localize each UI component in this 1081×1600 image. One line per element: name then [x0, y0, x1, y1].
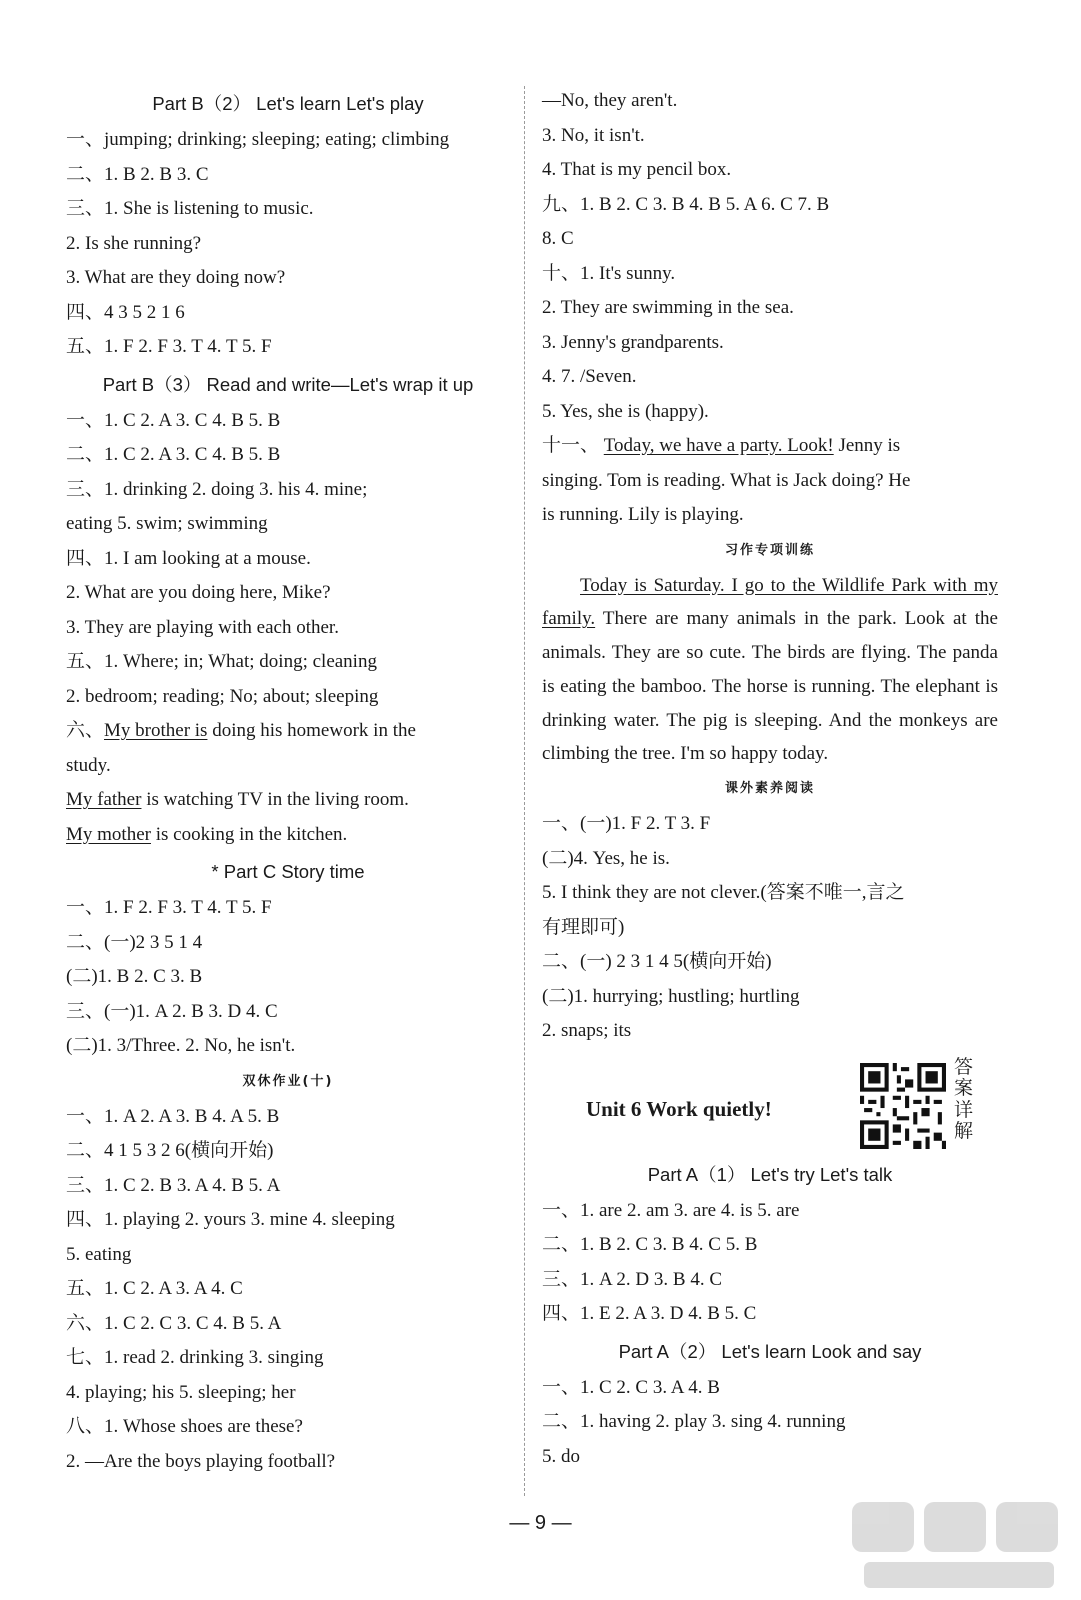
answer-line: 5. do — [542, 1445, 580, 1467]
answer-line: 2. snaps; its — [542, 1020, 632, 1042]
column-divider — [524, 86, 525, 1496]
section-heading: * Part C Story time — [211, 861, 365, 882]
underlined-answer: Today, we have a party. Look! — [603, 435, 834, 456]
answer-line — [542, 429, 998, 464]
answer-line: 五、1. F 2. F 3. T 4. T 5. F — [66, 336, 272, 357]
answer-line: 七、1. read 2. drinking 3. singing — [66, 1347, 324, 1368]
answer-line: 三、1. drinking 2. doing 3. his 4. mine; — [66, 478, 368, 500]
right-column — [542, 84, 998, 1474]
answer-line: 一、jumping; drinking; sleeping; eating; climbing — [66, 129, 450, 150]
unit6-answers — [542, 1155, 998, 1475]
answer-text: is watching TV in the living room. — [141, 789, 409, 810]
answer-line: singing. Tom is reading. What is Jack doing? He — [542, 469, 911, 491]
answer-line: 四、1. playing 2. yours 3. mine 4. sleeping — [66, 1209, 395, 1230]
answer-line: 3. They are playing with each other. — [66, 616, 339, 638]
answer-line: 3. What are they doing now? — [66, 267, 286, 288]
answer-line: 六、1. C 2. C 3. C 4. B 5. A — [66, 1312, 282, 1334]
answer-line: 四、4 3 5 2 1 6 — [66, 301, 185, 323]
answer-line: 五、1. Where; in; What; doing; cleaning — [66, 651, 377, 672]
answer-text: doing his homework in the — [207, 720, 416, 741]
section-heading: Part A（1） Let's try Let's talk — [647, 1163, 893, 1185]
answer-line: 3. Jenny's grandparents. — [542, 331, 724, 353]
answer-line: (二)1. 3/Three. 2. No, he isn't. — [66, 1035, 296, 1056]
answer-line: 三、1. C 2. B 3. A 4. B 5. A — [66, 1174, 281, 1196]
answer-line: 二、(一)2 3 5 1 4 — [66, 931, 203, 953]
answer-line: 有理即可) — [542, 916, 625, 938]
answer-line: 2. Is she running? — [66, 232, 202, 254]
underlined-answer: My brother is — [104, 720, 208, 741]
answer-line: 三、(一)1. A 2. B 3. D 4. C — [66, 1000, 278, 1022]
answer-line: 一、1. A 2. A 3. B 4. A 5. B — [66, 1105, 280, 1127]
left-column — [66, 84, 510, 1479]
unit-header — [542, 1055, 998, 1155]
answer-line: 二、1. B 2. C 3. B 4. C 5. B — [542, 1234, 758, 1256]
answer-line: (二)4. Yes, he is. — [542, 847, 670, 869]
underlined-answer: My mother — [66, 823, 151, 845]
answer-line: eating 5. swim; swimming — [66, 513, 268, 534]
answer-line: —No, they aren't. — [542, 90, 678, 111]
answer-line: 一、(一)1. F 2. T 3. F — [542, 813, 711, 835]
question-number: 十一、 — [542, 435, 604, 456]
answer-line: 二、1. C 2. A 3. C 4. B 5. B — [66, 444, 281, 465]
section-heading: Part B（3） Read and write—Let's wrap it up — [102, 373, 474, 395]
answer-line: 三、1. A 2. D 3. B 4. C — [542, 1268, 722, 1290]
answer-line — [66, 818, 510, 853]
underlined-answer: My father — [66, 789, 142, 810]
answer-line: 二、1. having 2. play 3. sing 4. running — [542, 1411, 846, 1433]
answer-line: is running. Lily is playing. — [542, 504, 744, 525]
answer-line: 2. —Are the boys playing football? — [66, 1450, 336, 1472]
page-number: — 9 — — [509, 1512, 572, 1534]
answer-line: 4. playing; his 5. sleeping; her — [66, 1381, 296, 1403]
answer-line: 4. 7. /Seven. — [542, 366, 637, 387]
section-heading: Part B（2） Let's learn Let's play — [152, 93, 424, 114]
qr-code-icon[interactable] — [860, 1063, 946, 1149]
answer-line: 2. What are you doing here, Mike? — [66, 582, 331, 603]
question-number: 六、 — [66, 720, 105, 741]
answer-line: 一、1. C 2. A 3. C 4. B 5. B — [66, 409, 281, 431]
answer-line: 十、1. It's sunny. — [542, 262, 676, 284]
answer-line: 二、4 1 5 3 2 6(横向开始) — [66, 1140, 274, 1161]
answer-line: 五、1. C 2. A 3. A 4. C — [66, 1278, 243, 1299]
answer-line: 5. Yes, she is (happy). — [542, 400, 709, 422]
extracurricular-reading-answers — [542, 771, 998, 1049]
answer-line: 一、1. are 2. am 3. are 4. is 5. are — [542, 1199, 800, 1221]
answer-line: 八、1. Whose shoes are these? — [66, 1416, 303, 1437]
answer-line: 4. That is my pencil box. — [542, 159, 732, 180]
answer-line: 一、1. C 2. C 3. A 4. B — [542, 1376, 720, 1398]
essay-underlined: Today is Saturday. I go to the Wildlife Park with my family. — [542, 574, 998, 630]
subsection-heading: 双休作业(十) — [242, 1073, 334, 1089]
subsection-heading: 课外素养阅读 — [724, 781, 815, 797]
answer-line: 三、1. She is listening to music. — [66, 198, 314, 219]
answer-text: Jenny is — [833, 435, 901, 456]
subsection-heading: 习作专项训练 — [724, 542, 815, 558]
answer-line: 四、1. I am looking at a mouse. — [66, 547, 311, 569]
answer-line: 一、1. F 2. F 3. T 4. T 5. F — [66, 897, 272, 918]
answer-line: 2. They are swimming in the sea. — [542, 297, 794, 318]
answer-line: study. — [66, 754, 111, 776]
unit-title: Unit 6 Work quietly! — [586, 1096, 772, 1121]
answer-line — [66, 714, 510, 749]
answer-line: 5. I think they are not clever.(答案不唯一,言之 — [542, 882, 905, 904]
answer-line: 2. bedroom; reading; No; about; sleeping — [66, 685, 379, 707]
answer-line: 四、1. E 2. A 3. D 4. B 5. C — [542, 1303, 757, 1325]
answer-line: (二)1. hurrying; hustling; hurtling — [542, 985, 800, 1007]
answer-line: 二、(一) 2 3 1 4 5(横向开始) — [542, 951, 772, 973]
answer-line: 3. No, it isn't. — [542, 124, 645, 146]
answer-line — [66, 783, 510, 818]
answer-line: 二、1. B 2. B 3. C — [66, 163, 209, 185]
watermark-logo — [846, 1496, 1072, 1594]
essay-text: There are many animals in the park. Look at the animals. They are so cute. The birds are flying. The panda is eating the bamboo. The horse is running. The elephant is drinking water. The pig is sleeping. And the monkeys are climbing the tree. I'm so happy today. — [542, 608, 998, 765]
answer-line: 九、1. B 2. C 3. B 4. B 5. A 6. C 7. B — [542, 193, 830, 215]
answer-line: (二)1. B 2. C 3. B — [66, 966, 203, 987]
section-heading: Part A（2） Let's learn Look and say — [618, 1340, 922, 1362]
writing-essay — [542, 569, 998, 772]
answer-line: 8. C — [542, 228, 574, 249]
qr-code-label: 答案详解 — [954, 1055, 974, 1143]
right-top-answers — [542, 84, 998, 569]
answer-text: is cooking in the kitchen. — [150, 823, 348, 845]
answer-line: 5. eating — [66, 1243, 132, 1265]
